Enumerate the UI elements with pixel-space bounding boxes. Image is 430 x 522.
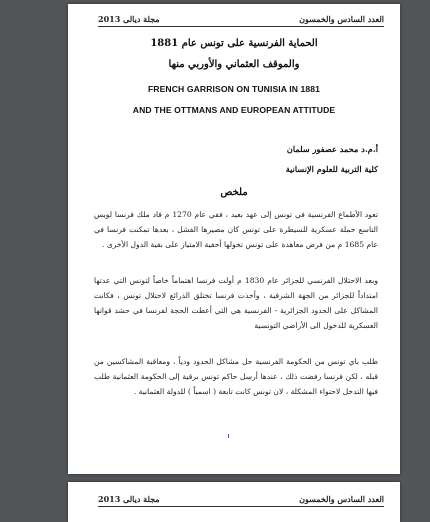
next-issue-number: العدد السادس والخمسون — [299, 494, 384, 504]
document-page — [68, 4, 400, 474]
page-mark — [228, 434, 229, 438]
arabic-title-line-1: الحماية الفرنسية على تونس عام 1881 — [150, 38, 318, 49]
paragraph-1: تعود الأطماع الفرنسية في تونس إلى عهد بعيد ، ففي عام 1270 م قاد ملك فرنسا لويس التاسع حملة عسكرية للسيطرة على تونس كان مصيرها الفشل ، بعدها تمكنت فرنسا في عام 1685 م من فرض معاهدة على تونس تخولها أحقية الامتياز على بقية الدول الأخرى . — [94, 210, 378, 249]
english-title-line-1: FRENCH GARRISON ON TUNISIA IN 1881 — [147, 84, 321, 94]
arabic-title-line-2: والموقف العثماني والأوربي منها — [168, 59, 300, 70]
next-journal-name: مجلة ديالى 2013 — [98, 494, 160, 504]
author-affiliation: كلية التربية للعلوم الإنسانية — [285, 164, 378, 174]
english-title-line-2: AND THE OTTMANS AND EUROPEAN ATTITUDE — [132, 105, 336, 115]
running-header — [98, 14, 384, 27]
issue-number: العدد السادس والخمسون — [299, 14, 384, 24]
author-name: أ.م.د محمد عصفور سلمان — [286, 144, 378, 154]
next-running-header — [98, 494, 384, 507]
abstract-heading: ملخص — [220, 187, 248, 198]
paragraph-3: طلب باي تونس من الحكومة الفرنسية حل مشاكل الحدود ودياً ، ومعاقبة المشاكسين من قبله ، لكن فرنسا رفضت ذلك ، عندها أرسل حاكم تونس برقية إلى الحكومة العثمانية طلب فيها التدخل لاحتواء المشكلة ، لان تونس كانت تابعة ( اسمياً ) للدولة العثمانية . — [94, 357, 378, 396]
paragraph-2: وبعد الاحتلال الفرنسي للجزائر عام 1830 م أولت فرنسا اهتماماً خاصاً لتونس التي عدتها امتداداً للجزائر من الجهة الشرقية ، وأخذت فرنسا تختلق الذرائع لاحتلال تونس ، فكانت المشاكل على الحدود الجزائرية - الفرنسية هي التي أعطت الحجة لفرنسا في حشد قواتها العسكرية للدخول الى الأراضي التونسية — [94, 276, 378, 330]
next-document-page — [68, 482, 400, 522]
journal-name: مجلة ديالى 2013 — [98, 14, 160, 24]
